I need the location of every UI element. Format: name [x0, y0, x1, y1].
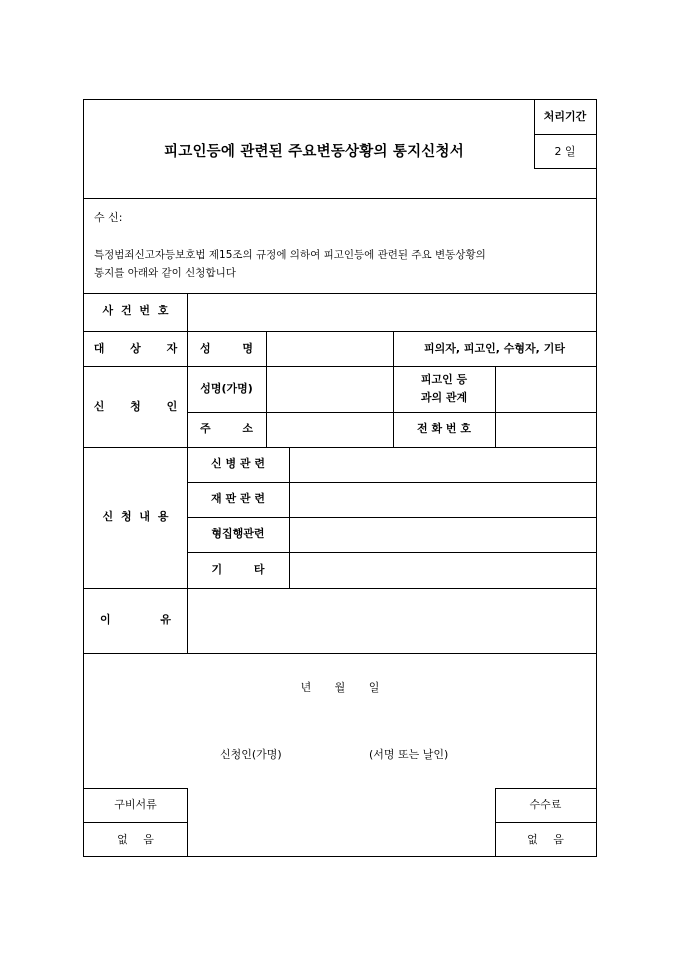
fee-value: 없 음: [527, 833, 564, 846]
rule-fee-top: [495, 788, 596, 789]
rule-request-3: [187, 552, 596, 553]
signature-hint: (서명 또는 날인): [369, 748, 449, 761]
rule-request-items: [289, 447, 290, 588]
request-contents-label: 신 청 내 용: [102, 510, 169, 523]
applicant-name-label: 성명(가명): [200, 382, 253, 395]
applicant-signature-label: 신청인(가명): [220, 748, 282, 761]
processing-period-label: 처리기간: [543, 110, 587, 123]
request-item-other: 기 타: [211, 563, 265, 576]
rule-docs-right: [187, 788, 188, 856]
rule-applicant-bottom: [84, 447, 596, 448]
request-item-custody: 신 병 관 련: [211, 457, 265, 470]
request-item-sentence: 형집행관련: [211, 527, 265, 540]
form-title: 피고인등에 관련된 주요변동상황의 통지신청서: [164, 144, 464, 160]
subject-name-label: 성 명: [199, 342, 254, 355]
rule-fee-mid: [495, 822, 596, 823]
required-documents-value: 없 음: [117, 833, 154, 846]
rule-subject-bottom: [84, 366, 596, 367]
rule-request-2: [187, 517, 596, 518]
rule-applicant-relation: [495, 366, 496, 447]
rule-docs-mid: [84, 822, 187, 823]
rule-request-1: [187, 482, 596, 483]
subject-type-options: 피의자, 피고인, 수형자, 기타: [424, 342, 565, 355]
date-line: 년 월 일: [300, 681, 380, 694]
applicant-label: 신 청 인: [93, 400, 178, 413]
reason-label: 이 유: [99, 613, 172, 626]
subject-label: 대 상 자: [93, 342, 178, 355]
case-number-label: 사 건 번 호: [102, 304, 169, 317]
rule-reason-bottom: [84, 653, 596, 654]
rule-processing-bottom: [534, 168, 596, 169]
relation-label-line1: 피고인 등: [420, 373, 468, 386]
relation-label-line2: 과의 관계: [420, 391, 468, 404]
rule-processing-mid: [534, 134, 596, 135]
rule-request-bottom: [84, 588, 596, 589]
notification-request-form: [83, 99, 597, 857]
rule-subject-name: [266, 331, 267, 447]
fee-label: 수수료: [529, 798, 562, 811]
rule-intro-bottom: [84, 293, 596, 294]
recipient-label: 수 신:: [94, 211, 123, 224]
intro-text-line2: 통지를 아래와 같이 신청합니다: [94, 267, 236, 279]
intro-text-line1: 특정범죄신고자등보호법 제15조의 규정에 의하여 피고인등에 관련된 주요 변동상황의: [94, 249, 486, 261]
processing-period-value: 2 일: [554, 145, 576, 158]
rule-case-bottom: [84, 331, 596, 332]
required-documents-label: 구비서류: [114, 798, 157, 811]
applicant-address-label: 주 소: [199, 422, 254, 435]
rule-title-bottom: [84, 198, 596, 199]
rule-docs-top: [84, 788, 187, 789]
rule-applicant-mid: [187, 412, 596, 413]
applicant-phone-label: 전 화 번 호: [417, 422, 471, 435]
request-item-trial: 재 판 관 련: [211, 492, 265, 505]
